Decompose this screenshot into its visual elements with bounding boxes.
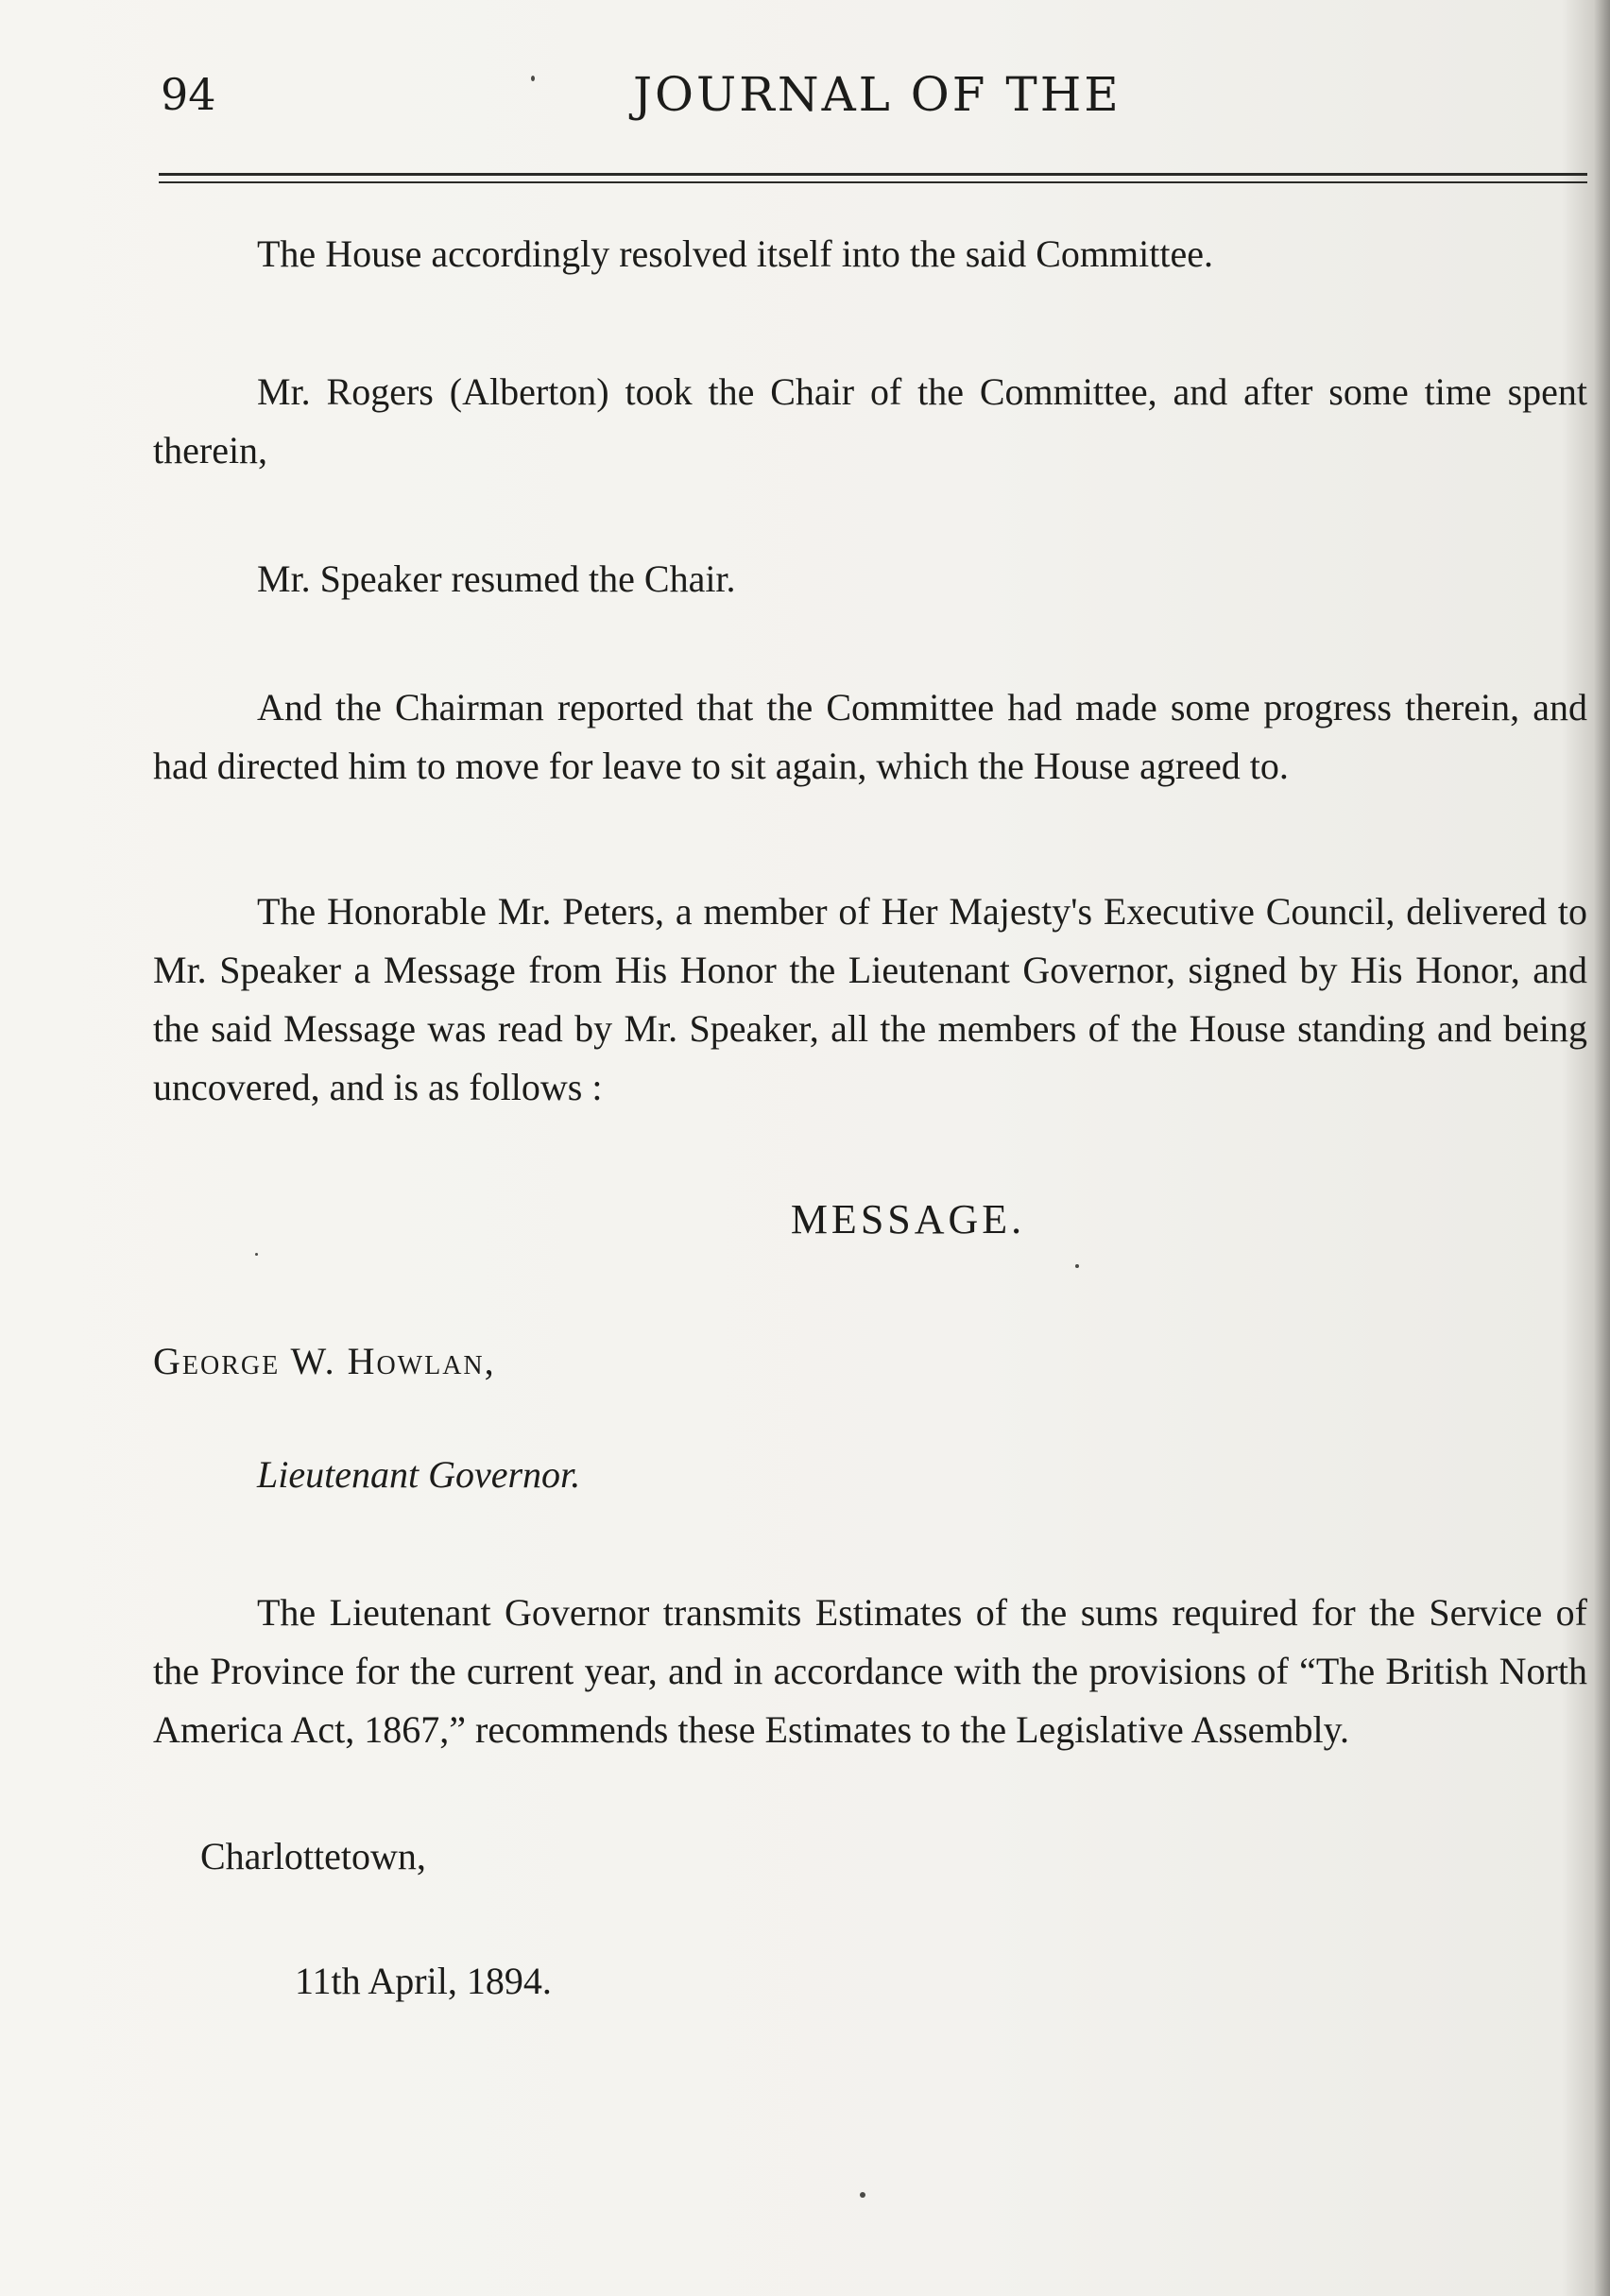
paragraph-chairman-report: And the Chairman reported that the Committee had made some progress therein, and had directed him to move for leave to sit again, which the House agreed to. [153, 686, 1587, 787]
header-rule-top [159, 173, 1587, 176]
signer-title: Lieutenant Governor. [257, 1453, 581, 1496]
header-rule-bottom [159, 181, 1587, 183]
paragraph-speaker-resumed: Mr. Speaker resumed the Chair. [257, 557, 736, 600]
speck [255, 1253, 258, 1256]
paragraph-committee-resolved: The House accordingly resolved itself into the said Committee. [257, 232, 1213, 275]
running-title: JOURNAL OF THE [633, 67, 1122, 122]
speck [860, 2192, 865, 2198]
signer-name: George W. Howlan, [153, 1340, 496, 1382]
speck [531, 76, 535, 81]
message-heading: MESSAGE. [790, 1196, 1026, 1242]
journal-body [153, 225, 1587, 2011]
message-body: The Lieutenant Governor transmits Estimates of the sums required for the Service of the Province for the current year, and in accordance with the provisions of “The British North America Act, 1867,” recommends these Estimates to the Legislative Assembly. [153, 1591, 1587, 1751]
page-number: 94 [161, 69, 216, 120]
paragraph-message-delivered: The Honorable Mr. Peters, a member of Her Majesty's Executive Council, delivered to Mr. Speaker a Message from His Honor the Lieutenant Governor, signed by His Honor, and the said Message was read by Mr. Speaker, all the members of the House standing and being uncovered, and is as follows : [153, 890, 1587, 1108]
speck [1075, 1264, 1079, 1268]
message-date: 11th April, 1894. [295, 1960, 552, 2002]
paragraph-chair-taken: Mr. Rogers (Alberton) took the Chair of the Committee, and after some time spent therein, [153, 370, 1587, 471]
message-place: Charlottetown, [200, 1835, 426, 1877]
page-header [161, 66, 1587, 123]
